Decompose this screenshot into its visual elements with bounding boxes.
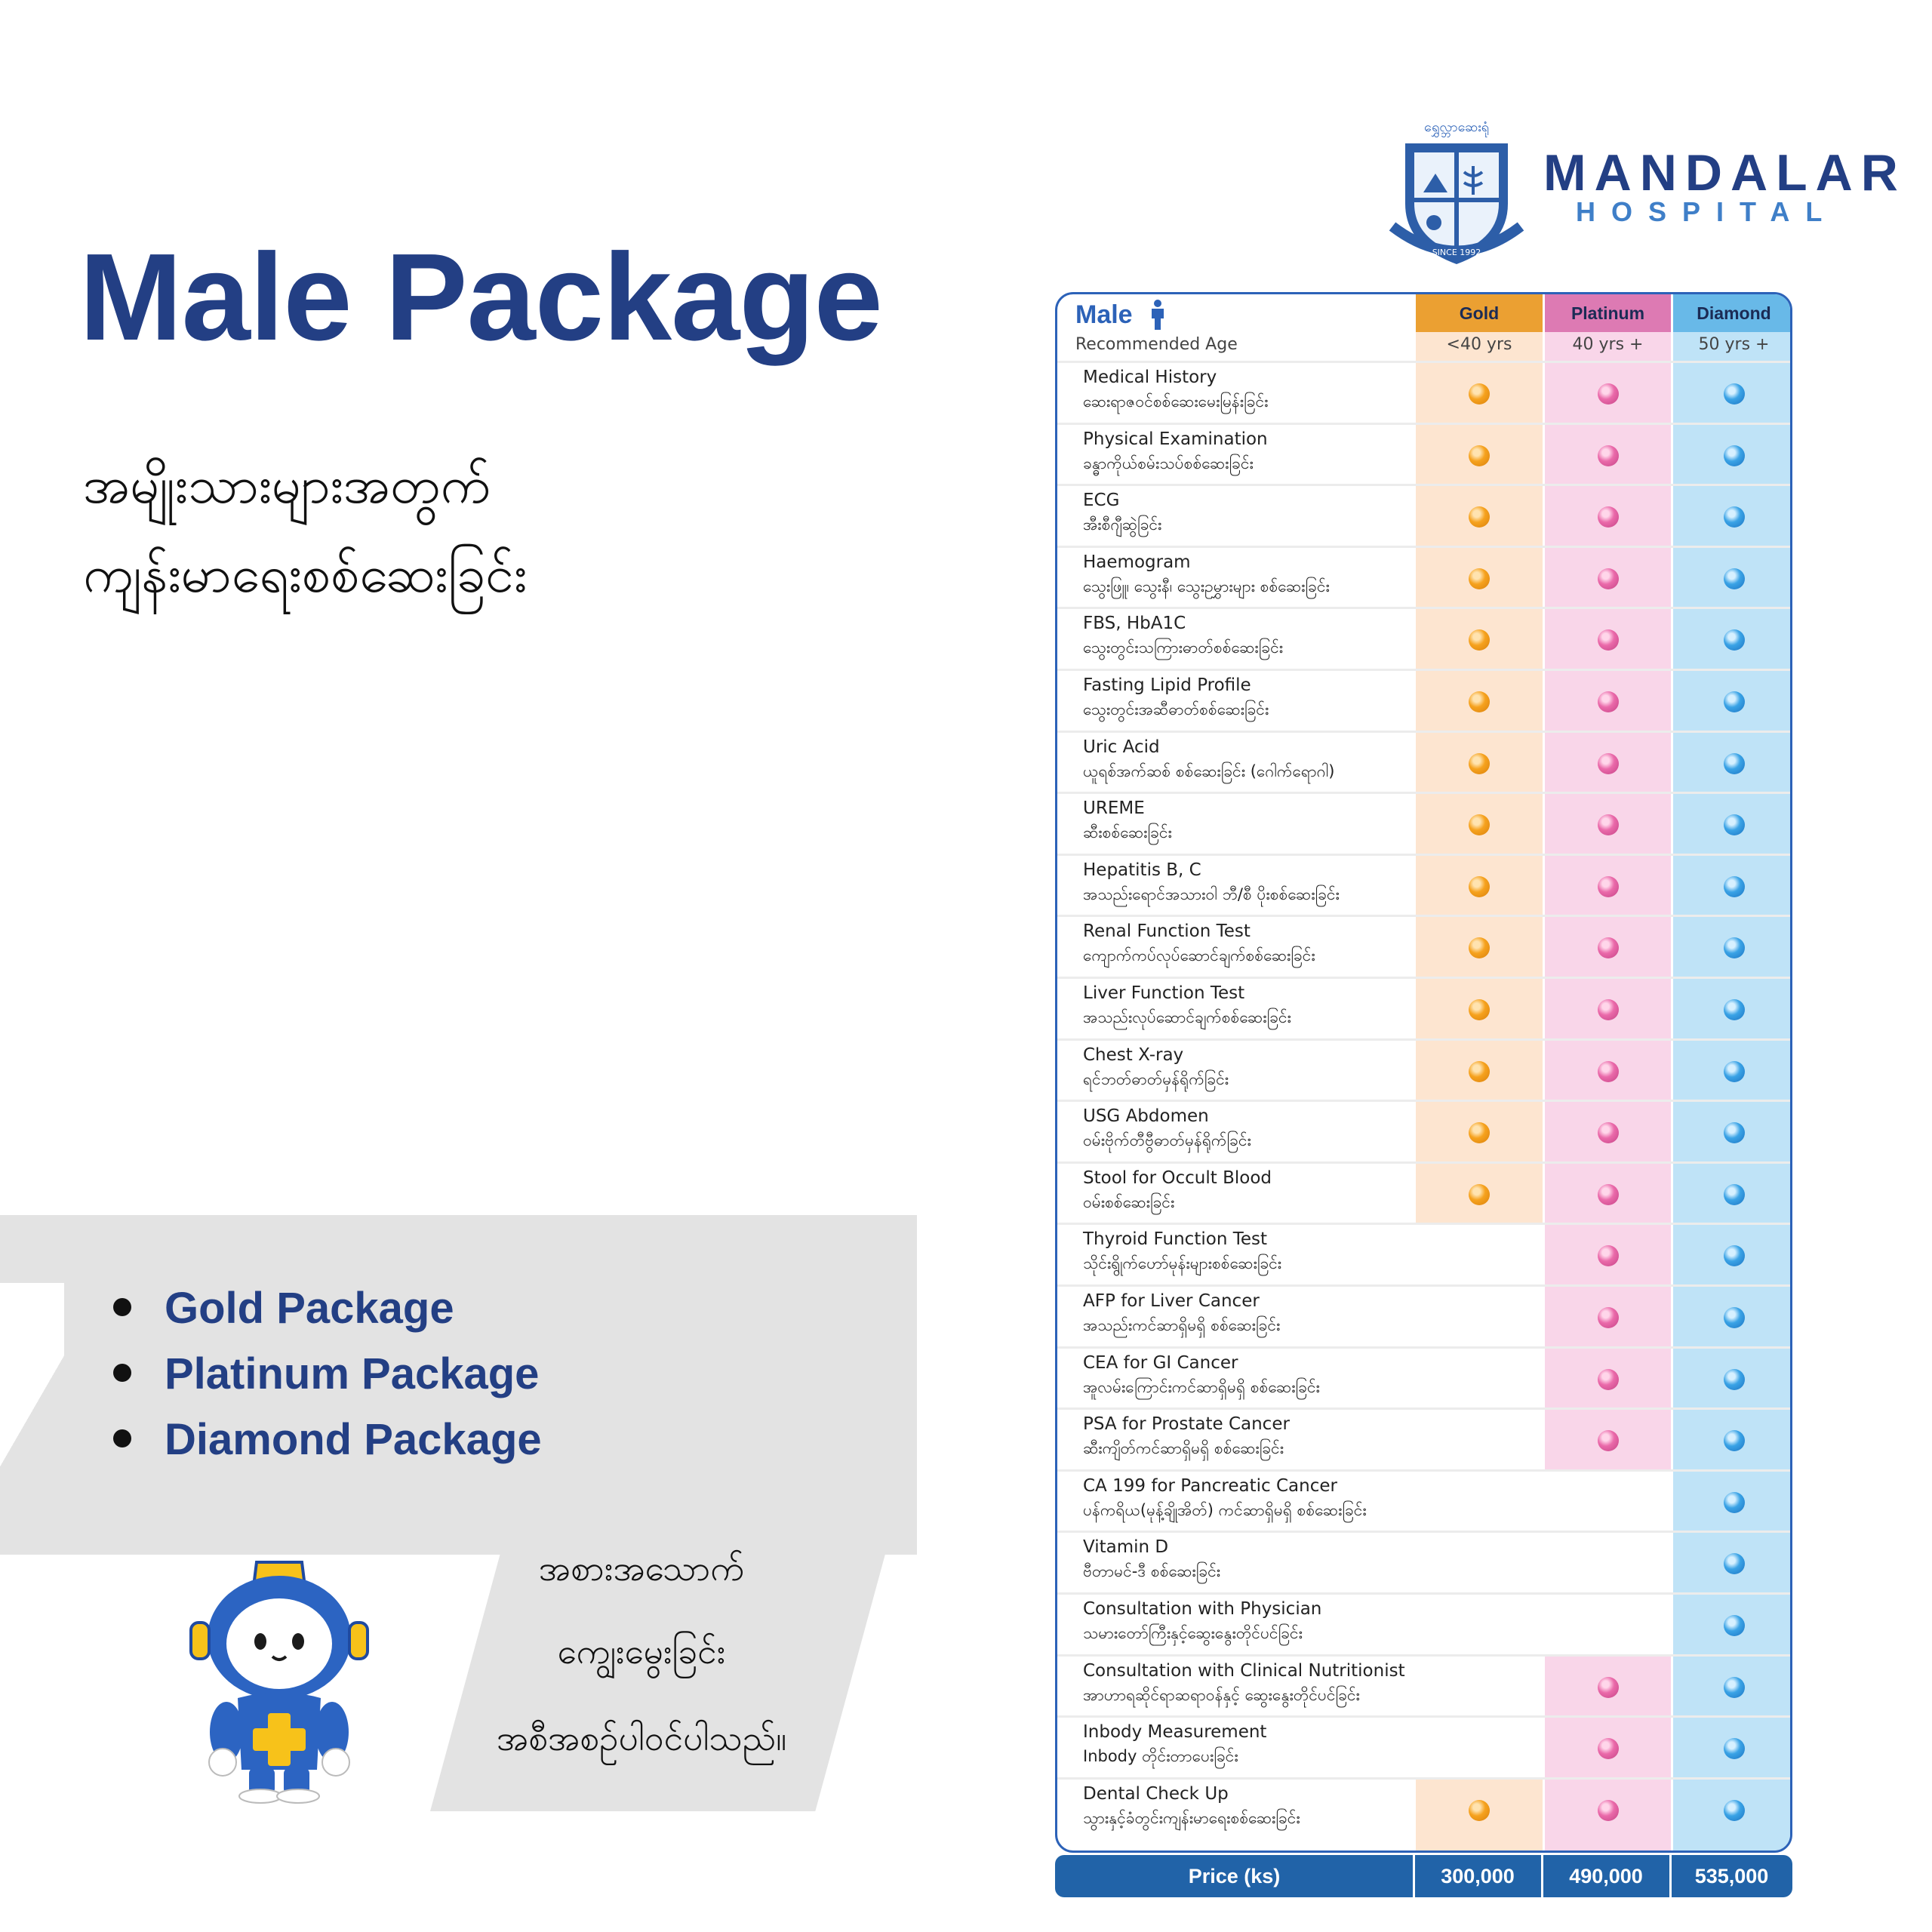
price-bar — [1055, 1855, 1792, 1897]
bullet-icon — [113, 1429, 131, 1447]
test-name-english: Vitamin D — [1083, 1537, 1169, 1558]
platinum-included-icon — [1598, 1800, 1619, 1821]
header-platinum: Platinum — [1545, 294, 1671, 332]
logo-since-text: SINCE 1992 — [1432, 248, 1481, 257]
test-name-burmese: အသည်းကင်ဆာရှိမရှိ စစ်ဆေးခြင်း — [1083, 1316, 1281, 1334]
test-name-english: CEA for GI Cancer — [1083, 1352, 1238, 1373]
table-row — [1057, 1592, 1790, 1654]
test-name-english: UREME — [1083, 798, 1145, 819]
package-diamond-label: Diamond Package — [165, 1415, 542, 1464]
diamond-included-icon — [1724, 1800, 1745, 1821]
test-name-english: AFP for Liver Cancer — [1083, 1291, 1260, 1311]
gold-not-included-cell — [1416, 1349, 1543, 1408]
platinum-included-icon — [1598, 1369, 1619, 1390]
page-title: Male Package — [79, 228, 882, 366]
platinum-included-icon — [1598, 1738, 1619, 1759]
table-row — [1057, 1223, 1790, 1284]
test-name-english: Haemogram — [1083, 552, 1191, 572]
test-name-burmese: သွေးဖြူ၊ သွေးနီ၊ သွေးဥမွှားများ စစ်ဆေးခြင်း — [1083, 577, 1330, 595]
table-row — [1057, 1531, 1790, 1592]
test-name-english: CA 199 for Pancreatic Cancer — [1083, 1475, 1337, 1496]
package-list-item — [113, 1407, 542, 1472]
gold-included-icon — [1469, 506, 1490, 528]
test-name-english: Inbody Measurement — [1083, 1722, 1267, 1743]
test-name-english: ECG — [1083, 491, 1120, 511]
table-row — [1057, 1469, 1790, 1531]
test-name-burmese: Inbody တိုင်းတာပေးခြင်း — [1083, 1747, 1238, 1766]
test-name-burmese: ဆီးကျိတ်ကင်ဆာရှိမရှိ စစ်ဆေးခြင်း — [1083, 1439, 1284, 1458]
test-name-burmese: ရင်ဘတ်ဓာတ်မှန်ရိုက်ခြင်း — [1083, 1069, 1229, 1088]
price-label: Price (ks) — [1188, 1865, 1281, 1887]
diamond-included-icon — [1724, 1615, 1745, 1636]
gold-included-icon — [1469, 999, 1490, 1020]
grey-background-edge — [0, 1283, 64, 1555]
price-gold: 300,000 — [1441, 1865, 1515, 1887]
package-list-item — [113, 1275, 542, 1341]
table-row — [1057, 546, 1790, 608]
table-row — [1057, 1284, 1790, 1346]
test-name-burmese: ဆီးစစ်ဆေးခြင်း — [1083, 823, 1172, 842]
table-row — [1057, 1161, 1790, 1223]
platinum-included-icon — [1598, 629, 1619, 651]
diamond-included-icon — [1724, 1061, 1745, 1082]
table-row — [1057, 1715, 1790, 1777]
test-name-english: Dental Check Up — [1083, 1783, 1229, 1804]
table-row — [1057, 361, 1790, 423]
recommended-age-row — [1057, 332, 1790, 361]
test-name-english: Renal Function Test — [1083, 921, 1251, 942]
gold-included-icon — [1469, 876, 1490, 897]
diamond-included-icon — [1724, 445, 1745, 466]
page-subtitle — [83, 441, 527, 620]
subtitle-line-1: အမျိုးသားများအတွက် — [83, 456, 491, 515]
subtitle-line-2: ကျန်းမာရေးစစ်ဆေးခြင်း — [83, 545, 528, 605]
platinum-included-icon — [1598, 1184, 1619, 1205]
bullet-icon — [113, 1298, 131, 1316]
table-row — [1057, 484, 1790, 546]
platinum-not-included-cell — [1545, 1472, 1671, 1531]
diamond-included-icon — [1724, 999, 1745, 1020]
platinum-included-icon — [1598, 753, 1619, 774]
gold-not-included-cell — [1416, 1410, 1543, 1469]
table-male-label: Male — [1075, 300, 1133, 329]
diamond-included-icon — [1724, 691, 1745, 712]
platinum-included-icon — [1598, 445, 1619, 466]
test-name-english: FBS, HbA1C — [1083, 614, 1186, 634]
test-name-english: PSA for Prostate Cancer — [1083, 1414, 1290, 1435]
table-row — [1057, 1100, 1790, 1161]
test-name-burmese: သွေးတွင်းအဆီဓာတ်စစ်ဆေးခြင်း — [1083, 700, 1269, 718]
table-row — [1057, 669, 1790, 731]
table-row — [1057, 1407, 1790, 1469]
test-name-english: Stool for Occult Blood — [1083, 1168, 1272, 1188]
gold-included-icon — [1469, 753, 1490, 774]
gold-not-included-cell — [1416, 1718, 1543, 1777]
table-row — [1057, 977, 1790, 1038]
gold-included-icon — [1469, 1184, 1490, 1205]
platinum-included-icon — [1598, 506, 1619, 528]
gold-not-included-cell — [1416, 1657, 1543, 1716]
test-name-burmese: ဝမ်းစစ်ဆေးခြင်း — [1083, 1192, 1175, 1211]
test-name-english: Medical History — [1083, 368, 1217, 387]
test-name-burmese: ဗီတာမင်-ဒီ စစ်ဆေးခြင်း — [1083, 1562, 1221, 1581]
test-name-burmese: အသည်းရောင်အသားဝါ ဘီ/စီ ပိုးစစ်ဆေးခြင်း — [1083, 884, 1340, 903]
logo-burmese-text: ရွှေလ္ဘာဆေးရုံ — [1423, 119, 1490, 135]
panel-text-line-1: အစားအသောက် — [538, 1548, 745, 1589]
table-row — [1057, 607, 1790, 669]
hospital-logo-emblem-icon — [1389, 113, 1524, 272]
table-row — [1057, 1038, 1790, 1100]
diamond-included-icon — [1724, 1738, 1745, 1759]
platinum-included-icon — [1598, 1677, 1619, 1698]
diamond-included-icon — [1724, 1553, 1745, 1574]
platinum-included-icon — [1598, 876, 1619, 897]
diamond-included-icon — [1724, 1430, 1745, 1451]
diamond-included-icon — [1724, 383, 1745, 405]
male-person-icon — [1148, 299, 1168, 331]
table-row — [1057, 423, 1790, 485]
test-name-english: Physical Examination — [1083, 429, 1268, 449]
gold-included-icon — [1469, 445, 1490, 466]
gold-included-icon — [1469, 629, 1490, 651]
test-name-burmese: သွေးတွင်းသကြားဓာတ်စစ်ဆေးခြင်း — [1083, 638, 1284, 657]
gold-included-icon — [1469, 1061, 1490, 1082]
gold-not-included-cell — [1416, 1595, 1543, 1654]
table-row — [1057, 731, 1790, 792]
gold-not-included-cell — [1416, 1472, 1543, 1531]
test-name-english: Consultation with Physician — [1083, 1599, 1322, 1619]
recommended-age-label: Recommended Age — [1075, 335, 1238, 354]
package-list — [113, 1275, 542, 1472]
package-gold-label: Gold Package — [165, 1284, 454, 1333]
test-name-burmese: ဆေးရာဇဝင်စစ်ဆေးမေးမြန်းခြင်း — [1083, 392, 1269, 411]
package-list-item — [113, 1341, 542, 1407]
table-row — [1057, 915, 1790, 977]
platinum-included-icon — [1598, 1122, 1619, 1143]
test-name-english: Consultation with Clinical Nutritionist — [1083, 1660, 1405, 1681]
mascot-robot-icon — [185, 1555, 374, 1804]
gold-not-included-cell — [1416, 1287, 1543, 1346]
bullet-icon — [113, 1364, 131, 1382]
test-name-english: Hepatitis B, C — [1083, 860, 1201, 880]
platinum-included-icon — [1598, 1061, 1619, 1082]
diamond-included-icon — [1724, 876, 1745, 897]
header-diamond: Diamond — [1673, 294, 1792, 332]
table-row — [1057, 1346, 1790, 1408]
gold-included-icon — [1469, 1122, 1490, 1143]
test-name-burmese: ပန်ကရိယ(မုန့်ချိုအိတ်) ကင်ဆာရှိမရှိ စစ်ဆေးခြင်း — [1083, 1500, 1367, 1519]
test-name-burmese: ယူရစ်အက်ဆစ် စစ်ဆေးခြင်း (ဂေါက်ရောဂါ) — [1083, 761, 1335, 780]
gold-included-icon — [1469, 691, 1490, 712]
table-row — [1057, 854, 1790, 915]
diamond-included-icon — [1724, 506, 1745, 528]
test-name-english: Fasting Lipid Profile — [1083, 675, 1251, 695]
diamond-included-icon — [1724, 1184, 1745, 1205]
platinum-not-included-cell — [1545, 1595, 1671, 1654]
diamond-included-icon — [1724, 1122, 1745, 1143]
platinum-included-icon — [1598, 1245, 1619, 1266]
gold-included-icon — [1469, 814, 1490, 835]
test-name-burmese: ခန္ဓာကိုယ်စမ်းသပ်စစ်ဆေးခြင်း — [1083, 454, 1254, 472]
package-platinum-label: Platinum Package — [165, 1349, 540, 1398]
platinum-included-icon — [1598, 568, 1619, 589]
platinum-included-icon — [1598, 1430, 1619, 1451]
gold-not-included-cell — [1416, 1533, 1543, 1592]
gold-included-icon — [1469, 1800, 1490, 1821]
gold-included-icon — [1469, 568, 1490, 589]
table-row — [1057, 1777, 1790, 1839]
platinum-included-icon — [1598, 1307, 1619, 1328]
platinum-included-icon — [1598, 691, 1619, 712]
platinum-included-icon — [1598, 999, 1619, 1020]
diamond-included-icon — [1724, 1369, 1745, 1390]
diamond-included-icon — [1724, 1492, 1745, 1513]
test-name-burmese: အီးစီဂျီဆွဲခြင်း — [1083, 515, 1162, 534]
age-gold: <40 yrs — [1446, 335, 1512, 354]
gold-included-icon — [1469, 937, 1490, 958]
panel-text-line-3: အစီအစဉ်ပါဝင်ပါသည်။ — [496, 1718, 787, 1758]
gold-not-included-cell — [1416, 1225, 1543, 1284]
test-name-english: Thyroid Function Test — [1083, 1229, 1267, 1250]
table-row — [1057, 1654, 1790, 1716]
test-name-burmese: ဝမ်းဗိုက်တီဗွီဓာတ်မှန်ရိုက်ခြင်း — [1083, 1131, 1251, 1150]
test-name-burmese: သိုင်းရွိုက်ဟော်မုန်းများစစ်ဆေးခြင်း — [1083, 1254, 1282, 1273]
gold-included-icon — [1469, 383, 1490, 405]
platinum-included-icon — [1598, 937, 1619, 958]
test-name-burmese: အူလမ်းကြောင်းကင်ဆာရှိမရှိ စစ်ဆေးခြင်း — [1083, 1377, 1320, 1396]
test-name-english: Liver Function Test — [1083, 983, 1245, 1003]
panel-text-line-2: ကျွေးမွေးခြင်း — [557, 1631, 726, 1672]
diamond-included-icon — [1724, 568, 1745, 589]
logo-wordmark-mandalar: MANDALAR — [1543, 144, 1906, 202]
test-name-english: Chest X-ray — [1083, 1044, 1184, 1065]
test-name-burmese: အသည်းလုပ်ဆောင်ချက်စစ်ဆေးခြင်း — [1083, 1008, 1291, 1026]
price-diamond: 535,000 — [1694, 1865, 1769, 1887]
diamond-included-icon — [1724, 629, 1745, 651]
test-name-burmese: ကျောက်ကပ်လုပ်ဆောင်ချက်စစ်ဆေးခြင်း — [1083, 946, 1315, 965]
diamond-included-icon — [1724, 814, 1745, 835]
diamond-included-icon — [1724, 753, 1745, 774]
test-name-burmese: အာဟာရဆိုင်ရာဆရာဝန်နှင့် ဆွေးနွေးတိုင်ပင်ခြင်း — [1083, 1685, 1360, 1704]
test-name-burmese: သမားတော်ကြီးနှင့်ဆွေးနွေးတိုင်ပင်ခြင်း — [1083, 1624, 1303, 1642]
price-platinum: 490,000 — [1569, 1865, 1643, 1887]
test-name-english: Uric Acid — [1083, 737, 1160, 757]
header-gold: Gold — [1416, 294, 1543, 332]
test-name-english: USG Abdomen — [1083, 1106, 1209, 1127]
diamond-included-icon — [1724, 937, 1745, 958]
platinum-included-icon — [1598, 383, 1619, 405]
platinum-included-icon — [1598, 814, 1619, 835]
diamond-included-icon — [1724, 1307, 1745, 1328]
age-diamond: 50 yrs + — [1698, 335, 1770, 354]
age-platinum: 40 yrs + — [1572, 335, 1644, 354]
test-name-burmese: သွားနှင့်ခံတွင်းကျန်းမာရေးစစ်ဆေးခြင်း — [1083, 1808, 1300, 1827]
table-row — [1057, 792, 1790, 854]
logo-wordmark-hospital: HOSPITAL — [1576, 196, 1838, 227]
diamond-included-icon — [1724, 1245, 1745, 1266]
package-comparison-table — [1055, 292, 1792, 1853]
diamond-included-icon — [1724, 1677, 1745, 1698]
platinum-not-included-cell — [1545, 1533, 1671, 1592]
